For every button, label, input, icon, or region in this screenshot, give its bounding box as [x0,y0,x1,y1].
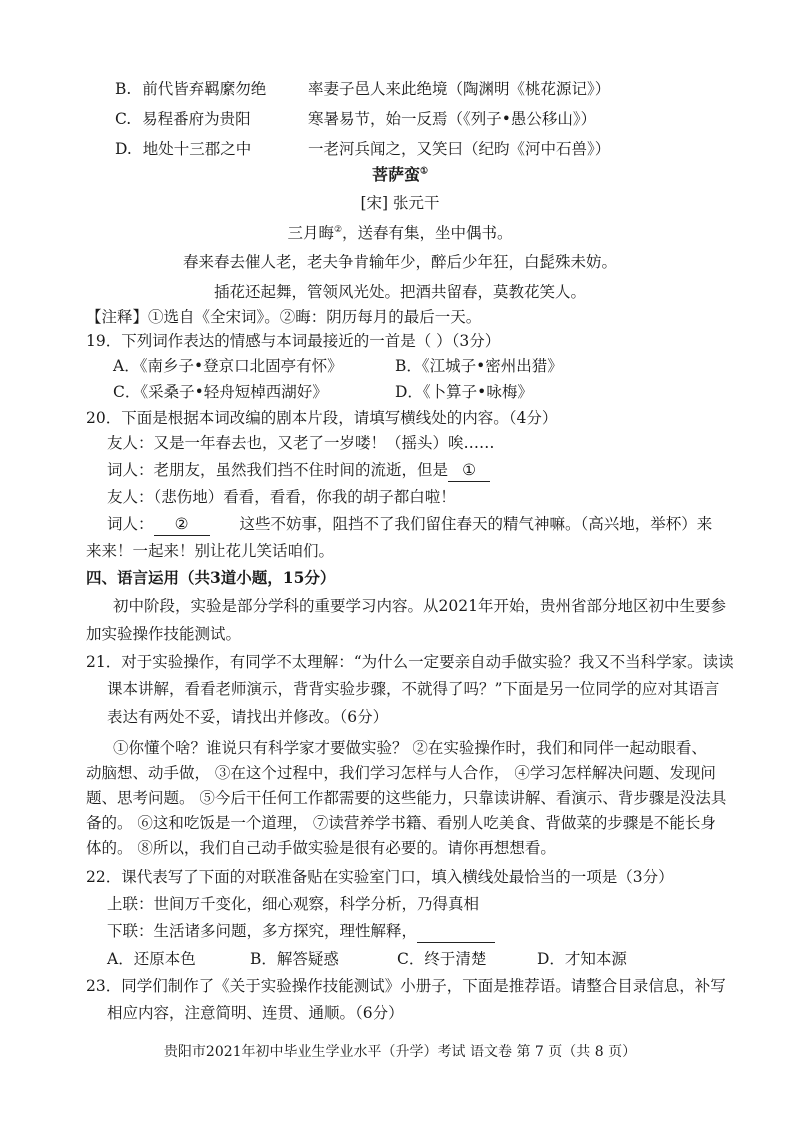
option-row-b [115,78,715,100]
q22-option-b: B．解答疑惑 [250,950,339,968]
q21-passage-2: 动脑想、动手做， ③在这个过程中，我们学习怎样与人合作， ④学习怎样解决问题、发现问 [86,764,716,782]
option-row-c [115,108,715,130]
page-footer: 贵阳市2021年初中毕业生学业水平（升学）考试 语文卷 第 7 页（共 8 页） [163,1044,637,1060]
poem-line-1: 春来春去催人老，老夫争肯输年少，醉后少年狂，白髭殊未妨。 [182,253,617,271]
q22-lower-couplet: 下联：生活诸多问题，多方探究，理性解释， [107,920,495,943]
option-label: D. [115,140,132,158]
q21-passage-1: ①你懂个啥？谁说只有科学家才要做实验？ ②在实验操作时，我们和同伴一起动眼看、 [113,739,707,757]
q22-option-a: A．还原本色 [107,950,196,968]
q19-option-a: A．《南乡子•登京口北固亭有怀》 [113,357,343,375]
option-right-text: 一老河兵闻之，又笑曰（纪昀《河中石兽》） [308,140,611,158]
q19-options-row-2 [113,381,713,403]
poem-title-note: ① [419,166,429,177]
q20-line-3: 友人：（悲伤地）看看，看看，你我的胡子都白啦！ [107,488,456,506]
q21-passage-3: 题、思考问题。 ⑤今后干任何工作都需要的这些能力，只靠读讲解、看演示、背步骤是没法具 [86,789,727,807]
q20-blank-1[interactable]: ① [448,459,490,482]
q19-option-b: B．《江城子•密州出猎》 [395,357,563,375]
poem-notes: 【注释】①选自《全宋词》。②晦：阴历每月的最后一天。 [86,308,482,326]
q20-line-2: 词人：老朋友，虽然我们挡不住时间的流逝，但是 ① [107,459,490,482]
option-left-text: 地处十三郡之中 [142,140,252,158]
q20-line-1: 友人：又是一年春去也，又老了一岁喽！（摇头）唉…… [107,434,495,452]
q22-blank[interactable] [417,920,495,943]
option-left-text: 易程番府为贵阳 [142,110,251,128]
q21-stem-1: 21．对于实验操作，有同学不太理解：“为什么一定要亲自动手做实验？我又不当科学家。读读 [86,653,734,671]
q20-line-5: 来来！一起来！别让花儿笑话咱们。 [86,542,335,560]
poem-preface: 三月晦②，送春有集，坐中偶书。 [287,224,513,242]
poem-author: [宋] 张元干 [360,194,440,212]
option-right-text: 寒暑易节，始一反焉（《列子•愚公移山》） [308,110,597,128]
q21-stem-3: 表达有两处不妥，请找出并修改。（6分） [107,708,389,726]
q22-upper-couplet: 上联：世间万千变化，细心观察，科学分析，乃得真相 [107,895,480,913]
q19-option-c: C．《采桑子•轻舟短棹西湖好》 [113,383,328,401]
section-4-heading: 四、语言运用（共3道小题，15分） [86,568,336,587]
q21-stem-2: 课本讲解，看看老师演示，背背实验步骤，不就得了吗？”下面是另一位同学的应对其语言 [107,680,720,698]
option-right-text: 率妻子邑人来此绝境（陶渊明《桃花源记》） [308,80,611,98]
q22-option-c: C．终于清楚 [397,950,487,968]
q19-options-row-1 [113,355,713,377]
q23-stem-2: 相应内容，注意简明、连贯、通顺。（6分） [107,1004,404,1022]
q20-blank-2[interactable]: ② [154,513,210,536]
option-label: B. [115,80,132,98]
section-4-intro-2: 加实验操作技能测试。 [86,625,242,643]
q22-option-d: D．才知本源 [537,950,627,968]
q21-passage-4: 备的。 ⑥这和吃饭是一个道理， ⑦读营养学书籍、看别人吃美食、背做菜的步骤是不能长身 [86,814,716,832]
q19-stem: 19．下列词作表达的情感与本词最接近的一首是（ ）（3分） [86,332,501,350]
q22-options [107,948,707,970]
section-4-intro-1: 初中阶段，实验是部分学科的重要学习内容。从2021年开始，贵州省部分地区初中生要参 [113,597,726,615]
option-left-text: 前代皆弃羁縻勿绝 [142,80,267,98]
q20-line-4: 词人： ② 这些不妨事，阻挡不了我们留住春天的精气神嘛。（高兴地，举杯）来 [107,513,712,536]
option-label: C. [115,110,132,128]
preface-note: ② [333,224,343,235]
q20-stem: 20．下面是根据本词改编的剧本片段，请填写横线处的内容。（4分） [86,409,558,427]
q21-passage-5: 体的。 ⑧所以，我们自己动手做实验是很有必要的。请你再想想看。 [86,839,556,857]
q22-stem: 22．课代表写了下面的对联准备贴在实验室门口，填入横线处最恰当的一项是（3分） [86,868,674,886]
q19-option-d: D．《卜算子•咏梅》 [395,383,533,401]
poem-title: 菩萨蛮① [371,165,429,184]
poem-line-2: 插花还起舞，管领风光处。把酒共留春，莫教花笑人。 [213,283,586,301]
option-row-d [115,138,715,160]
q23-stem-1: 23．同学们制作了《关于实验操作技能测试》小册子，下面是推荐语。请整合目录信息，补写 [86,977,726,995]
